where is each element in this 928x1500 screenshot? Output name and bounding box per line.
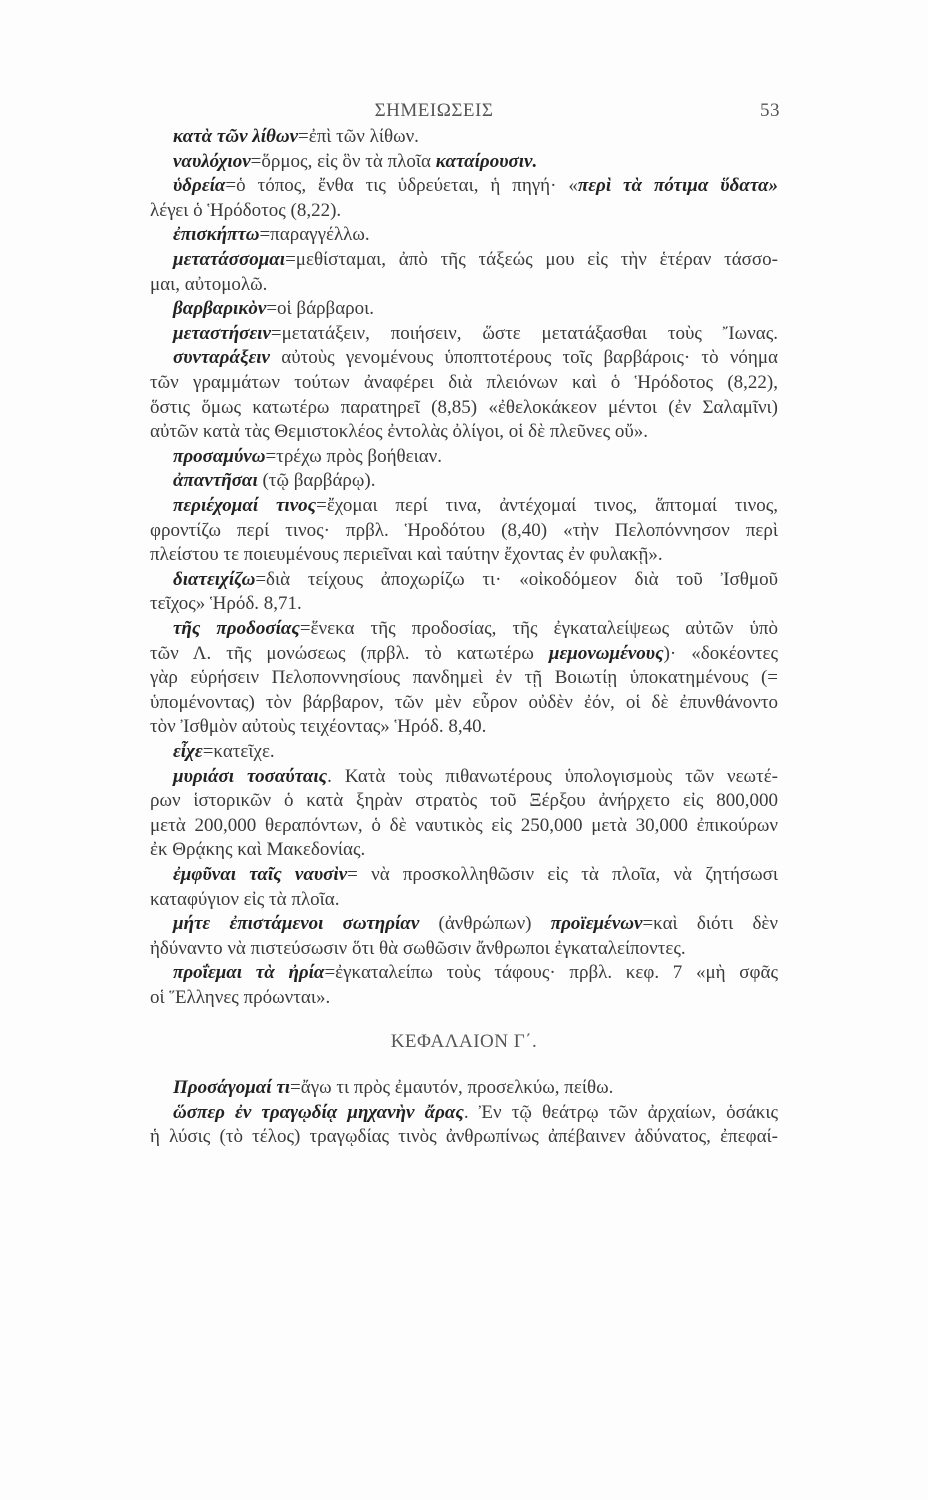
- text-line: [150, 666, 778, 690]
- text-line: [150, 937, 778, 961]
- lemma-term: βαρβαρικὸν: [173, 298, 267, 320]
- lemma-term: προΐεμαι τὰ ἠρία: [173, 962, 325, 984]
- gloss-text: τῶν Λ. τῆς μονώσεως (πρβλ. τὸ κατωτέρω: [150, 642, 549, 664]
- gloss-text: =ἕνεκα τῆς προδοσίας, τῆς ἐγκαταλείψεως αὐτῶν ὑπὸ: [299, 618, 778, 639]
- lemma-term: περὶ τὰ πότιμα ὕδατα»: [577, 175, 778, 197]
- lemma-term: περιέχομαί τινος: [173, 495, 317, 516]
- text-line: [173, 248, 778, 272]
- gloss-text: =μεθίσταμαι, ἀπὸ τῆς τάξεώς μου εἰς τὴν ἑτέραν τάσσο-: [285, 249, 778, 270]
- gloss-text: αὐτοὺς γενομένους ὑποπτοτέρους τοῖς βαρβάροις· τὸ νόημα: [270, 347, 778, 369]
- gloss-text: γὰρ εὑρήσειν Πελοποννησίους πανδημεὶ ἐν τῇ Βοιωτίῃ ὑποκατημένους (=: [150, 667, 778, 689]
- text-line: [173, 1076, 778, 1100]
- lemma-term: Προσάγομαί τι: [173, 1077, 291, 1098]
- gloss-text: φροντίζω περί τινος· πρβλ. Ἡροδότου (8,40) «τὴν Πελοπόννησον περὶ: [150, 519, 778, 541]
- text-line: [150, 814, 778, 838]
- lemma-term: κατὰ τῶν λίθων: [173, 126, 299, 147]
- lemma-term: προσαμύνω: [173, 445, 266, 467]
- lemma-term: μεμονωμένους: [548, 642, 664, 664]
- text-line: [150, 1125, 778, 1149]
- text-line: [173, 469, 778, 493]
- text-line: [173, 125, 778, 149]
- text-line: [173, 445, 778, 469]
- text-line: [150, 789, 778, 813]
- gloss-text: )· «δοκέοντες: [663, 642, 779, 664]
- text-line: [150, 715, 778, 739]
- text-line: [173, 223, 778, 247]
- gloss-text: =οἱ βάρβαροι.: [266, 298, 374, 320]
- lemma-term: ὑδρεία: [173, 175, 226, 197]
- lemma-term: ἐπισκήπτω: [173, 224, 260, 246]
- gloss-text: (τῷ βαρβάρῳ).: [257, 470, 376, 492]
- text-line: [150, 519, 778, 543]
- text-line: [150, 199, 778, 223]
- text-line: [150, 396, 778, 420]
- gloss-text: λέγει ὁ Ἡρόδοτος (8,22).: [150, 199, 342, 221]
- text-line: [150, 273, 778, 297]
- lemma-term: εἶχε: [173, 741, 203, 762]
- text-line: [150, 838, 778, 862]
- lemma-term: ὥσπερ ἐν τραγῳδίᾳ μηχανὴν ἄρας: [173, 1101, 464, 1123]
- gloss-text: πλείστου τε ποιευμένους περιεῖναι καὶ ταύτην ἔχοντας ἐν φυλακῇ».: [150, 544, 663, 566]
- text-line: [173, 740, 778, 764]
- text-line: [173, 174, 778, 198]
- text-line: [150, 371, 778, 395]
- gloss-text: =καὶ διότι δὲν: [642, 913, 778, 935]
- text-line: [173, 961, 778, 985]
- gloss-text: τῶν γραμμάτων τούτων ἀναφέρει διὰ πλειόνων καὶ ὁ Ἡρόδοτος (8,22),: [150, 372, 778, 393]
- gloss-text: =διὰ τείχους ἀποχωρίζω τι· «οἰκοδόμεον διὰ τοῦ Ἰσθμοῦ: [255, 568, 778, 590]
- lemma-term: ναυλόχιον: [173, 150, 251, 172]
- gloss-text: =παραγγέλλω.: [259, 224, 370, 246]
- gloss-text: ὑπομένοντας) τὸν βάρβαρον, τῶν μὲν εὗρον οὐδὲν ἐόν, οἱ δὲ ἐπυνθάνοντο: [150, 691, 778, 713]
- lemma-term: τῆς προδοσίας: [173, 618, 300, 639]
- text-line: [150, 986, 778, 1010]
- gloss-text: =ὅρμος, εἰς ὃν τὰ πλοῖα: [250, 150, 436, 172]
- text-line: [150, 592, 778, 616]
- gloss-text: . Ἐν τῷ θεάτρῳ τῶν ἀρχαίων, ὁσάκις: [463, 1101, 778, 1123]
- text-line: [150, 888, 778, 912]
- text-line: [173, 1101, 778, 1125]
- text-line: [150, 543, 778, 567]
- text-line: [150, 642, 778, 666]
- gloss-text: καταφύγιον εἰς τὰ πλοῖα.: [150, 888, 340, 910]
- text-line: [173, 494, 778, 518]
- gloss-text: =ἄγω τι πρὸς ἐμαυτόν, προσελκύω, πείθω.: [290, 1077, 614, 1098]
- lemma-term: διατειχίζω: [173, 568, 256, 590]
- lemma-term: προϊεμένων: [550, 913, 643, 935]
- text-line: [173, 150, 778, 174]
- gloss-text: τεῖχος» Ἡρόδ. 8,71.: [150, 593, 302, 615]
- gloss-text: οἱ Ἕλληνες πρόωνται».: [150, 987, 331, 1008]
- gloss-text: αὐτῶν κατὰ τὰς Θεμιστοκλέος ἐντολὰς ὀλίγοι, οἱ δὲ πλεῦνες οὔ».: [150, 421, 649, 443]
- text-line: [173, 617, 778, 641]
- lemma-term: συνταράξειν: [173, 347, 270, 369]
- gloss-text: =ἔχομαι περί τινα, ἀντέχομαί τινος, ἅπτομαί τινος,: [316, 495, 778, 516]
- lemma-term: μήτε ἐπιστάμενοι σωτηρίαν: [173, 913, 420, 935]
- gloss-text: =ἐγκαταλείπω τοὺς τάφους· πρβλ. κεφ. 7 «μὴ σφᾶς: [324, 962, 778, 984]
- lemma-term: ἀπαντῆσαι: [173, 470, 258, 492]
- lemma-term: μετατάσσομαι: [173, 249, 286, 270]
- text-line: [173, 765, 778, 789]
- gloss-text: (ἀνθρώπων): [419, 913, 551, 935]
- gloss-text: =κατεῖχε.: [202, 741, 275, 762]
- gloss-text: μαι, αὐτομολῶ.: [150, 273, 268, 295]
- gloss-text: τὸν Ἰσθμὸν αὐτοὺς τειχέοντας» Ἡρόδ. 8,40.: [150, 716, 487, 738]
- lemma-term: μυριάσι τοσαύταις: [173, 765, 328, 787]
- text-line: [150, 691, 778, 715]
- text-line: [173, 297, 778, 321]
- chapter-heading: ΚΕΦΑΛΑΙΟΝ Γ΄.: [390, 1031, 538, 1052]
- lemma-term: καταίρουσιν.: [435, 150, 538, 172]
- text-line: [173, 322, 778, 346]
- text-line: [173, 568, 778, 592]
- running-title: ΣΗΜΕΙΩΣΕΙΣ: [374, 100, 494, 121]
- gloss-text: ἐκ Θρᾴκης καὶ Μακεδονίας.: [150, 839, 366, 861]
- gloss-text: ρων ἱστορικῶν ὁ κατὰ ξηρὰν στρατὸς τοῦ Ξέρξου ἀνήρχετο εἰς 800,000: [150, 790, 778, 812]
- gloss-text: = νὰ προσκολληθῶσιν εἰς τὰ πλοῖα, νὰ ζητήσωσι: [347, 864, 778, 885]
- lemma-term: μεταστήσειν: [173, 322, 271, 344]
- text-line: [173, 863, 778, 887]
- gloss-text: . Κατὰ τοὺς πιθανωτέρους ὑπολογισμοὺς τῶν νεωτέ-: [327, 765, 778, 787]
- gloss-text: ἠδύναντο νὰ πιστεύσωσιν ὅτι θὰ σωθῶσιν ἄνθρωποι ἐγκαταλείποντες.: [150, 937, 686, 959]
- gloss-text: ἡ λύσις (τὸ τέλος) τραγῳδίας τινὸς ἀνθρωπίνως ἀπέβαινεν ἀδύνατος, ἐπεφαί-: [150, 1126, 778, 1148]
- text-line: [173, 912, 778, 936]
- gloss-text: =τρέχω πρὸς βοήθειαν.: [265, 445, 442, 467]
- page-number: 53: [760, 100, 780, 121]
- text-line: [173, 346, 778, 370]
- gloss-text: =ὁ τόπος, ἔνθα τις ὑδρεύεται, ἡ πηγή· «: [225, 175, 578, 197]
- gloss-text: =μετατάξειν, ποιήσειν, ὥστε μετατάξασθαι τοὺς Ἴωνας.: [270, 322, 778, 344]
- text-line: [150, 420, 778, 444]
- gloss-text: μετὰ 200,000 θεραπόντων, ὁ δὲ ναυτικὸς εἰς 250,000 μετὰ 30,000 ἐπικούρων: [150, 814, 778, 836]
- lemma-term: ἐμφῦναι ταῖς ναυσὶν: [173, 864, 348, 885]
- gloss-text: =ἐπὶ τῶν λίθων.: [298, 126, 419, 147]
- gloss-text: ὅστις ὅμως κατωτέρω παρατηρεῖ (8,85) «ἐθελοκάκεον μέντοι (ἐν Σαλαμῖνι): [150, 396, 778, 418]
